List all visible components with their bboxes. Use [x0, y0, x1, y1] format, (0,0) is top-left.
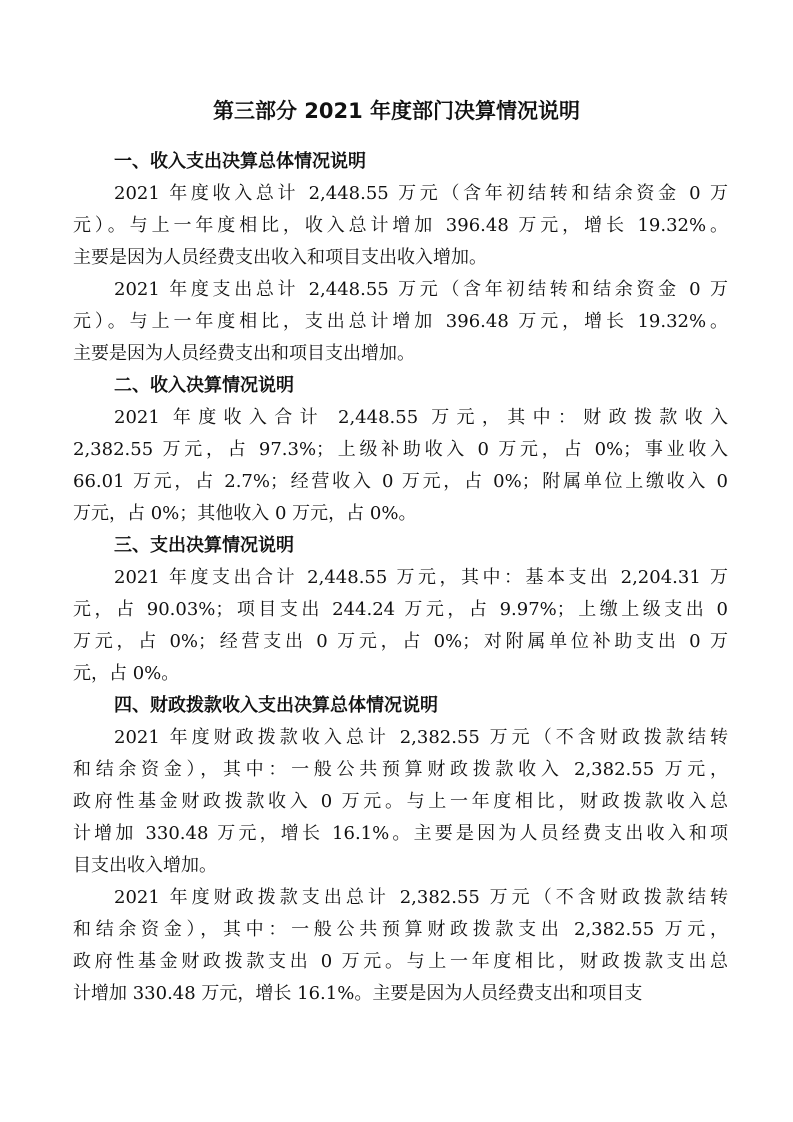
- section-heading: 二、收入决算情况说明: [114, 375, 294, 396]
- text-line: 2021 年度支出合计 2,448.55 万元，其中：基本支出 2,204.31 万: [114, 567, 728, 588]
- document-body: [73, 146, 728, 1010]
- text-line: 政府性基金财政拨款支出 0 万元。与上一年度相比，财政拨款支出总: [73, 951, 728, 972]
- paragraph: [73, 402, 728, 530]
- text-line: 66.01 万元，占 2.7%；经营收入 0 万元，占 0%；附属单位上缴收入 0: [73, 471, 728, 492]
- page-title: 第三部分 2021 年度部门决算情况说明: [212, 99, 581, 123]
- text-line: 万元，占 0%；经营支出 0 万元，占 0%；对附属单位补助支出 0 万: [73, 631, 728, 652]
- text-line: 和结余资金），其中：一般公共预算财政拨款支出 2,382.55 万元，: [73, 919, 728, 940]
- text-line: 和结余资金），其中：一般公共预算财政拨款收入 2,382.55 万元，: [73, 759, 728, 780]
- text-line: 2,382.55 万元，占 97.3%；上级补助收入 0 万元，占 0%；事业收入: [73, 439, 728, 460]
- paragraph: [73, 562, 728, 690]
- paragraph: [73, 178, 728, 274]
- text-line: 2021 年度支出总计 2,448.55 万元（含年初结转和结余资金 0 万: [114, 279, 728, 300]
- section-heading: 三、支出决算情况说明: [114, 535, 294, 556]
- section-heading: 四、财政拨款收入支出决算总体情况说明: [114, 695, 438, 716]
- text-line: 计增加 330.48 万元，增长 16.1%。主要是因为人员经费支出和项目支: [73, 983, 643, 1004]
- text-line: 元，占 90.03%；项目支出 244.24 万元，占 9.97%；上缴上级支出 0: [73, 599, 728, 620]
- paragraph: [73, 274, 728, 370]
- text-line: 主要是因为人员经费支出和项目支出增加。: [73, 343, 415, 364]
- text-line: 目支出收入增加。: [73, 855, 217, 876]
- text-line: 主要是因为人员经费支出收入和项目支出收入增加。: [73, 247, 487, 268]
- text-line: 2021 年度收入总计 2,448.55 万元（含年初结转和结余资金 0 万: [114, 183, 728, 204]
- text-line: 2021 年度财政拨款收入总计 2,382.55 万元（不含财政拨款结转: [114, 727, 728, 748]
- text-line: 元）。与上一年度相比，支出总计增加 396.48 万元，增长 19.32%。: [73, 311, 728, 332]
- text-line: 元，占 0%。: [73, 663, 180, 684]
- paragraph: [73, 882, 728, 1010]
- text-line: 元）。与上一年度相比，收入总计增加 396.48 万元，增长 19.32%。: [73, 215, 728, 236]
- text-line: 2021 年度收入合计 2,448.55 万元，其中：财政拨款收入: [114, 407, 728, 428]
- text-line: 政府性基金财政拨款收入 0 万元。与上一年度相比，财政拨款收入总: [73, 791, 728, 812]
- paragraph: [73, 722, 728, 882]
- text-line: 计增加 330.48 万元，增长 16.1%。主要是因为人员经费支出收入和项: [73, 823, 728, 844]
- section-heading: 一、收入支出决算总体情况说明: [114, 151, 366, 172]
- text-line: 2021 年度财政拨款支出总计 2,382.55 万元（不含财政拨款结转: [114, 887, 728, 908]
- text-line: 万元，占 0%；其他收入 0 万元，占 0%。: [73, 503, 417, 524]
